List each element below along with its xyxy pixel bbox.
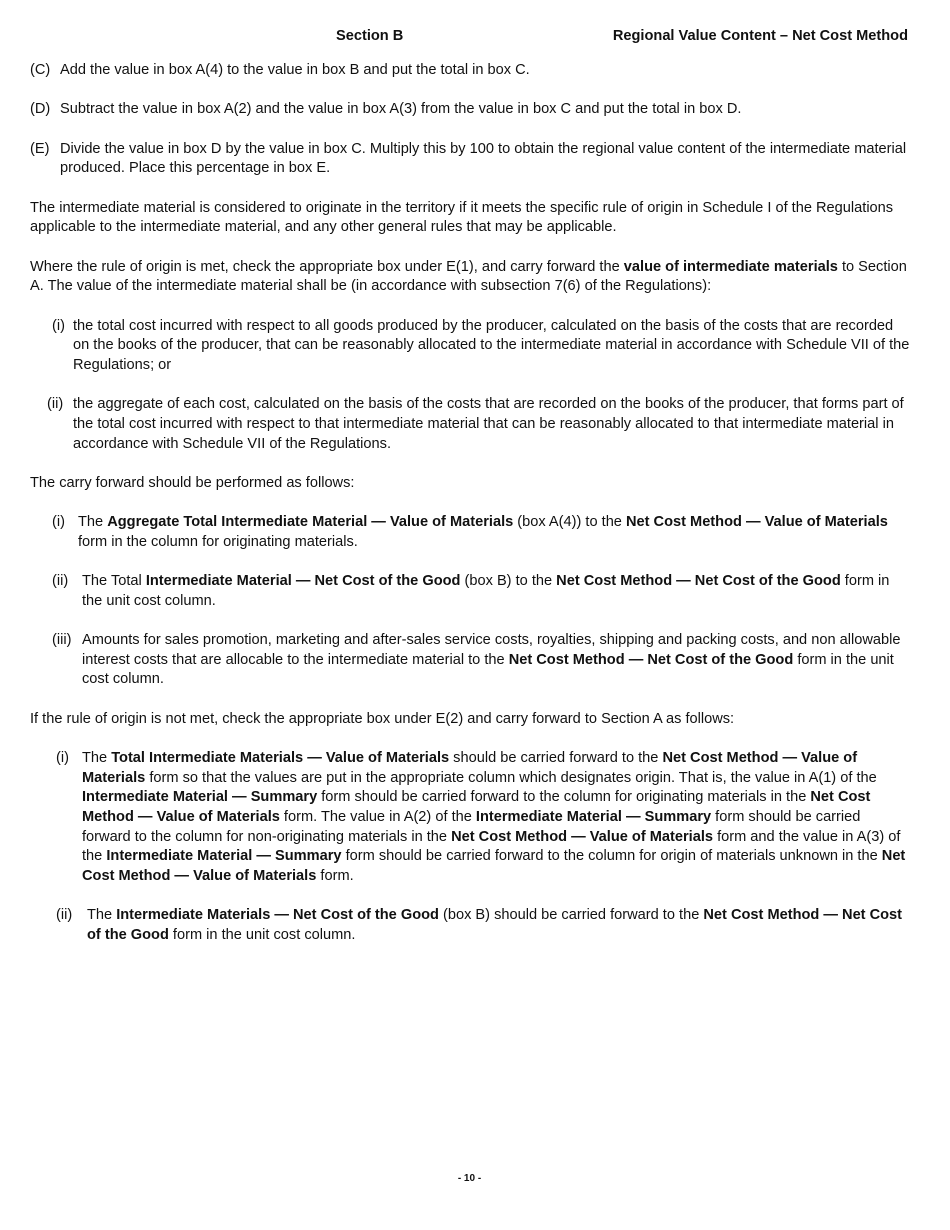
step-c-label: (C) <box>30 62 51 78</box>
not-met-i-text-2: should be carried forward to the <box>449 750 663 767</box>
document-body <box>30 61 912 965</box>
not-met-i-bold-3: Intermediate Material — Summary <box>82 789 318 806</box>
carry-item-ii-text-3: form in the unit cost column. <box>82 573 890 609</box>
rule-met-bold-1: value of intermediate materials <box>623 258 838 275</box>
carry-item-ii-bold-2: Net Cost Method — Net Cost of the Good <box>556 573 841 590</box>
paragraph-rule-met <box>30 258 912 297</box>
not-met-i-text-4: form should be carried forward to the column for originating materials in the <box>317 789 811 806</box>
not-met-i-text-1: The <box>82 750 112 767</box>
not-met-i-bold-6: Net Cost Method — Value of Materials <box>451 828 714 845</box>
paragraph-carry-intro: The carry forward should be performed as follows: <box>30 474 355 491</box>
carry-item-iii-text-2: form in the unit cost column. <box>82 651 894 688</box>
value-option-ii-text: the aggregate of each cost, calculated on the basis of the costs that are recorded on the books of the producer, that forms part of the total cost incurred with respect to that intermediate material that can be reasonably allocated to that intermediate material in accordance with Schedule VII of the Regulations. <box>73 396 904 452</box>
carry-item-i-label: (i) <box>52 514 65 531</box>
value-option-i-label: (i) <box>52 317 65 334</box>
carry-item-ii <box>52 572 912 611</box>
not-met-i-bold-2: Net Cost Method — Value of Materials <box>82 750 858 786</box>
not-met-item-ii <box>56 906 912 945</box>
value-option-ii-label: (ii) <box>47 396 64 413</box>
page-number: - 10 - <box>457 1173 482 1184</box>
carry-item-ii-text-2: (box B) to the <box>460 573 557 590</box>
carry-item-i-text-2: (box A(4)) to the <box>513 514 626 531</box>
carry-item-ii-bold-1: Intermediate Material — Net Cost of the Good <box>145 573 461 590</box>
value-option-i-text: the total cost incurred with respect to all goods produced by the producer, calculated on the basis of the costs that are recorded on the books of the producer, that can be reasonably allocated to the intermediate material in accordance with Schedule VII of the Regulations; or <box>73 317 910 373</box>
carry-item-i-bold-2: Net Cost Method — Value of Materials <box>625 514 888 531</box>
not-met-i-text-8: form should be carried forward to the column for origin of materials unknown in the <box>341 848 882 865</box>
not-met-item-i-label: (i) <box>56 750 69 767</box>
carry-item-iii-text-1: Amounts for sales promotion, marketing and after-sales service costs, royalties, shipping and packing costs, and non allowable interest costs that are allocable to the intermediate material to the <box>82 632 901 668</box>
carry-item-i-bold-1: Aggregate Total Intermediate Material — Value of Materials <box>107 514 514 531</box>
step-c <box>30 61 912 81</box>
not-met-i-bold-1: Total Intermediate Materials — Value of Materials <box>111 750 450 767</box>
carry-item-iii-bold-1: Net Cost Method — Net Cost of the Good <box>508 651 794 668</box>
not-met-i-text-6: form should be carried forward to the column for non-originating materials in the <box>82 809 861 845</box>
step-e-text: Divide the value in box D by the value in box C. Multiply this by 100 to obtain the regional value content of the intermediate material produced. Place this percentage in box E. <box>60 140 907 177</box>
carry-item-i-text-1: The <box>78 514 108 531</box>
carry-item-iii <box>52 631 912 690</box>
paragraph-not-met-intro: If the rule of origin is not met, check the appropriate box under E(2) and carry forward to Section A as follows: <box>30 710 735 727</box>
value-option-ii <box>47 395 912 454</box>
not-met-i-text-3: form so that the values are put in the appropriate column which designates origin. That is, the value in A(1) of the <box>145 769 877 786</box>
not-met-i-text-7: form and the value in A(3) of the <box>82 828 901 865</box>
not-met-ii-bold-2: Net Cost Method — Net Cost of the Good <box>87 907 903 943</box>
not-met-i-text-5: form. The value in A(2) of the <box>279 809 476 825</box>
not-met-ii-text-1: The <box>87 907 117 924</box>
carry-item-i <box>52 513 912 552</box>
step-e <box>30 140 912 179</box>
carry-item-ii-text-1: The Total <box>82 573 146 590</box>
not-met-item-ii-label: (ii) <box>56 907 73 924</box>
paragraph-originate: The intermediate material is considered to originate in the territory if it meets the specific rule of origin in Schedule I of the Regulations applicable to the intermediate material, and any other general rules that may be applicable. <box>30 199 894 236</box>
not-met-i-bold-5: Intermediate Material — Summary <box>475 809 712 825</box>
rule-met-text-1: Where the rule of origin is met, check the appropriate box under E(1), and carry forward the <box>30 258 624 275</box>
step-d-text: Subtract the value in box A(2) and the value in box A(3) from the value in box C and put the total in box D. <box>60 101 742 118</box>
page-title: Regional Value Content – Net Cost Method <box>612 28 908 44</box>
not-met-i-text-9: form. <box>316 867 354 884</box>
rule-met-text-2: to Section A. The value of the intermediate material shall be (in accordance with subsection 7(6) of the Regulations): <box>30 258 907 295</box>
not-met-i-bold-4: Net Cost Method — Value of Materials <box>82 789 871 825</box>
step-e-label: (E) <box>30 140 50 157</box>
carry-item-iii-label: (iii) <box>52 632 72 649</box>
value-option-i <box>50 317 912 376</box>
section-label: Section B <box>336 28 404 44</box>
not-met-i-bold-7: Intermediate Material — Summary <box>106 848 342 865</box>
step-d-label: (D) <box>30 101 51 118</box>
step-d <box>30 100 912 120</box>
carry-item-ii-label: (ii) <box>52 573 69 590</box>
not-met-i-bold-8: Net Cost Method — Value of Materials <box>82 848 906 884</box>
carry-item-i-text-3: form in the column for originating materials. <box>78 533 358 550</box>
step-c-text: Add the value in box A(4) to the value in box B and put the total in box C. <box>60 62 530 78</box>
not-met-ii-text-2: (box B) should be carried forward to the <box>438 907 704 924</box>
not-met-item-i <box>56 749 912 886</box>
not-met-ii-bold-1: Intermediate Materials — Net Cost of the Good <box>116 907 439 924</box>
not-met-ii-text-3: form in the unit cost column. <box>168 926 356 943</box>
